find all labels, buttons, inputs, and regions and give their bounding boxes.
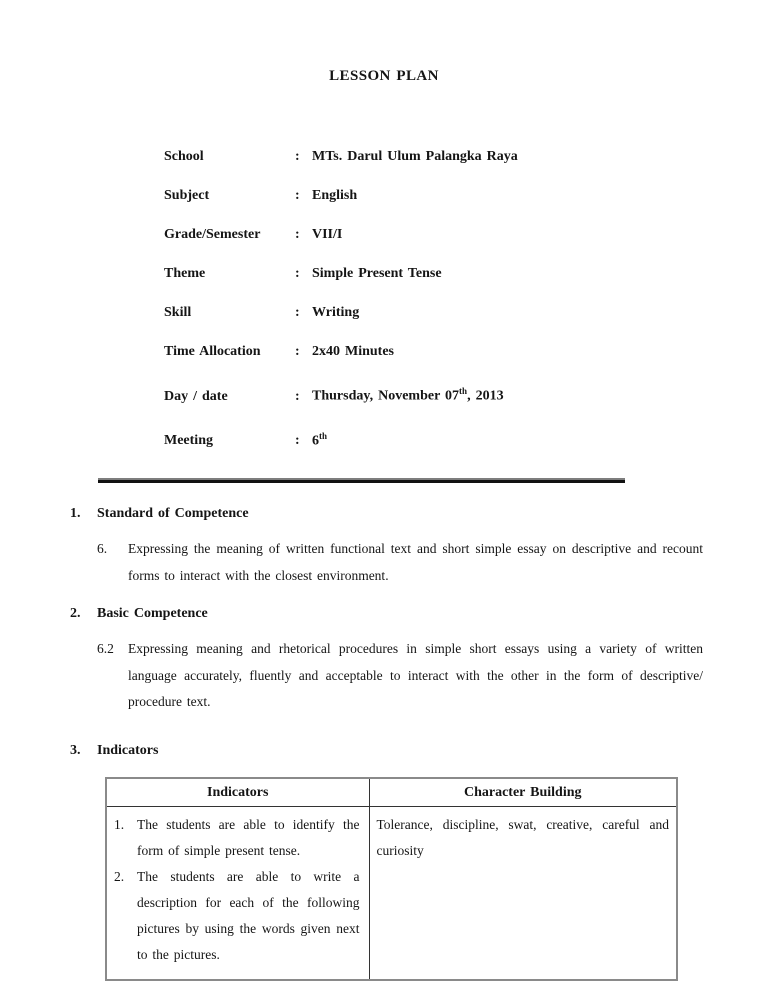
table-header-indicators: Indicators [106, 778, 369, 807]
table-row [106, 807, 677, 981]
meta-row-meeting [164, 426, 768, 452]
item-text: Expressing the meaning of written functional text and short simple essay on descriptive and recount forms to interact with the closest environment. [128, 541, 703, 583]
meta-label: Meeting [164, 433, 213, 449]
meta-label: Skill [164, 305, 192, 320]
section-heading-label: Indicators [97, 742, 159, 758]
ordinal-suffix: th [459, 386, 468, 396]
item-number: 1. [114, 817, 125, 833]
section-divider [98, 478, 625, 483]
section-heading-label: Standard of Competence [97, 506, 249, 522]
meta-row-time-allocation [164, 342, 768, 362]
meta-label: Subject [164, 188, 210, 203]
item-number: 2. [114, 869, 125, 885]
section-heading-indicators [70, 742, 768, 760]
meta-separator: : [295, 433, 300, 449]
meta-separator: : [295, 149, 300, 164]
metadata-block [164, 147, 768, 451]
meta-separator: : [295, 188, 300, 203]
section-heading-standard-of-competence [70, 505, 768, 523]
section-number: 2. [70, 606, 81, 622]
indicator-item-1 [114, 812, 362, 864]
table-header-character-building: Character Building [369, 778, 677, 807]
section-heading-label: Basic Competence [97, 606, 208, 622]
meta-label: Time Allocation [164, 344, 261, 359]
meta-value: English [312, 188, 358, 203]
character-building-cell [369, 807, 677, 981]
item-text: Expressing meaning and rhetorical procedures in simple short essays using a variety of written language accurately, fluently and acceptable to interact with the other in the form of descriptive/ procedure text. [128, 641, 703, 710]
meta-row-theme [164, 264, 768, 284]
meta-separator: : [295, 305, 300, 320]
meta-label: Day / date [164, 388, 228, 404]
item-number: 6.2 [97, 641, 114, 657]
meta-row-grade-semester [164, 225, 768, 245]
meta-value: VII/I [312, 227, 343, 242]
meta-value: Writing [312, 305, 360, 320]
meta-separator: : [295, 266, 300, 281]
standard-of-competence-item [97, 536, 703, 589]
meta-value [312, 426, 327, 452]
indicators-cell [106, 807, 369, 981]
indicator-item-2 [114, 864, 362, 968]
item-text: The students are able to write a description for each of the following pictures by using the words given next to the pictures. [137, 869, 360, 963]
meta-value-text: 6 [312, 433, 319, 449]
section-number: 3. [70, 742, 81, 758]
table-header-row [106, 778, 677, 807]
meta-label: Grade/Semester [164, 227, 261, 242]
meta-value: 2x40 Minutes [312, 344, 394, 359]
section-heading-basic-competence [70, 605, 768, 623]
item-number: 6. [97, 541, 108, 557]
indicators-table [105, 777, 678, 982]
meta-row-school [164, 147, 768, 167]
meta-separator: : [295, 388, 300, 404]
ordinal-suffix: th [319, 430, 328, 441]
meta-label: School [164, 149, 204, 164]
meta-value-text: , 2013 [467, 388, 504, 404]
meta-label: Theme [164, 266, 206, 281]
meta-value: Simple Present Tense [312, 266, 442, 281]
character-building-text: Tolerance, discipline, swat, creative, careful and curiosity [376, 817, 669, 859]
meta-value-text: Thursday, November 07 [312, 388, 460, 404]
meta-row-day-date [164, 381, 768, 407]
meta-row-skill [164, 303, 768, 323]
meta-separator: : [295, 344, 300, 359]
meta-separator: : [295, 227, 300, 242]
meta-value [312, 381, 504, 407]
meta-row-subject [164, 186, 768, 206]
page-title: LESSON PLAN [329, 68, 439, 84]
item-text: The students are able to identify the form of simple present tense. [137, 817, 360, 859]
meta-value: MTs. Darul Ulum Palangka Raya [312, 149, 518, 164]
basic-competence-item [97, 636, 703, 716]
section-number: 1. [70, 506, 81, 522]
